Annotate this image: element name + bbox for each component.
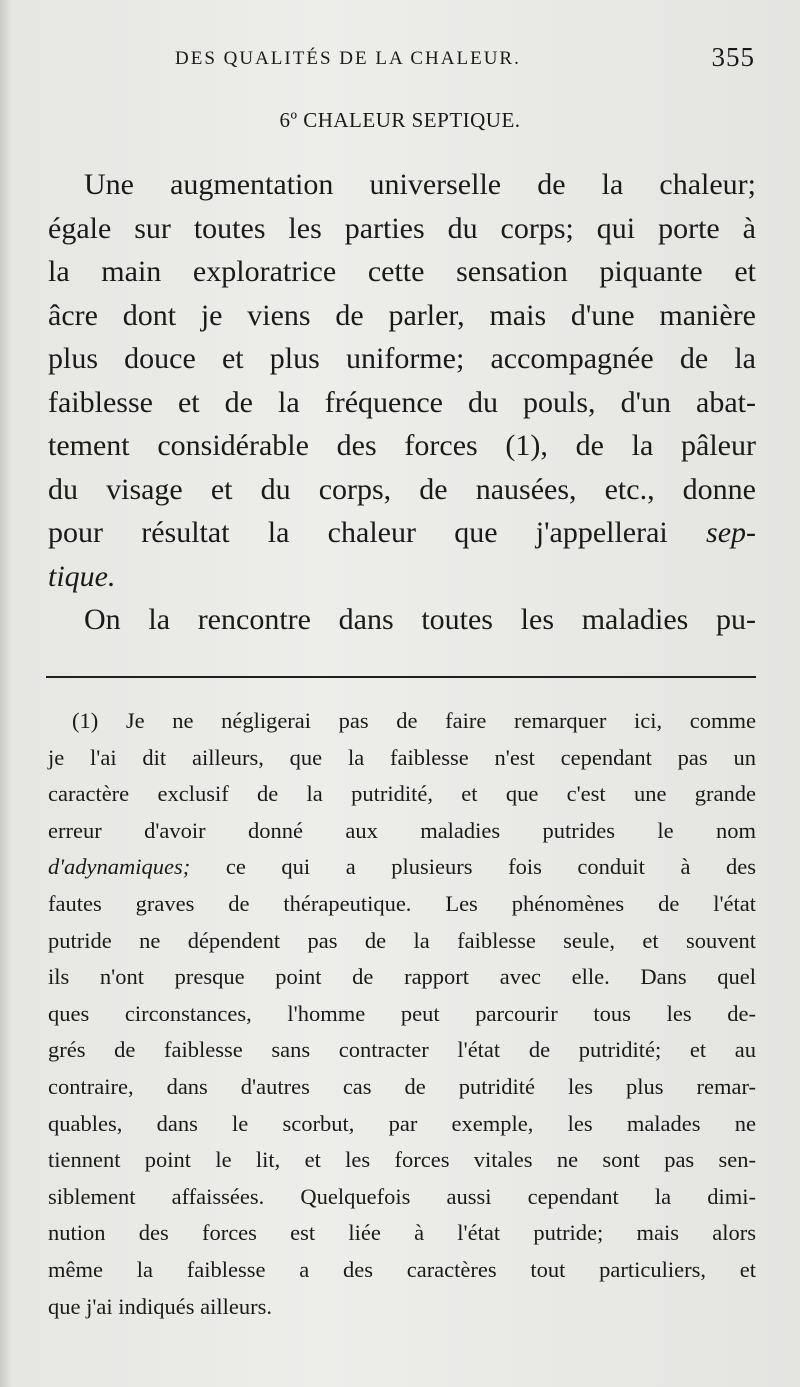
text-line (48, 555, 756, 599)
footnote-line: (1) Je ne négligerai pas de faire remarquer ici, comme (72, 708, 756, 733)
text-line (48, 511, 756, 555)
page-number: 355 (711, 42, 755, 72)
text-segment: ce qui a plusieurs fois conduit à des (190, 854, 756, 880)
footnote-line: quables, dans le scorbut, par exemple, les malades ne (48, 1110, 756, 1136)
text-line: plus douce et plus uniforme; accompagnée de la (48, 342, 756, 375)
section-heading: 6º CHALEUR SEPTIQUE. (279, 108, 521, 132)
running-head-title: DES QUALITÉS DE LA CHALEUR. (175, 48, 521, 69)
footnote (48, 703, 756, 1325)
footnote-line: grés de faiblesse sans contracter l'état de putridité; et au (48, 1037, 756, 1063)
italic-word: d'adynamiques; (48, 854, 191, 880)
footnote-line: nution des forces est liée à l'état putride; mais alors (48, 1220, 756, 1246)
footnote-line: tiennent point le lit, et les forces vitales ne sont pas sen- (48, 1147, 756, 1173)
text-line: On la rencontre dans toutes les maladies pu- (84, 603, 756, 636)
italic-word: sep- (706, 516, 756, 549)
text-line: la main exploratrice cette sensation piquante et (48, 255, 756, 288)
footnote-line: ques circonstances, l'homme peut parcourir tous les de- (48, 1000, 756, 1026)
text-line: égale sur toutes les parties du corps; qui porte à (48, 211, 756, 245)
main-text (48, 163, 756, 642)
text-line: faiblesse et de la fréquence du pouls, d'un abat- (48, 385, 756, 419)
footnote-line: ils n'ont presque point de rapport avec elle. Dans quel (48, 964, 756, 990)
footnote-line: même la faiblesse a des caractères tout particuliers, et (48, 1256, 756, 1282)
footnote-line: putride ne dépendent pas de la faiblesse seule, et souvent (48, 927, 756, 953)
footnote-divider (46, 676, 756, 678)
footnote-line: fautes graves de thérapeutique. Les phénomènes de l'état (48, 890, 756, 916)
text-line: Une augmentation universelle de la chaleur; (84, 168, 756, 201)
footnote-line: erreur d'avoir donné aux maladies putrides le nom (48, 817, 756, 843)
footnote-line (48, 849, 756, 886)
italic-word: tique. (48, 559, 116, 593)
text-line: tement considérable des forces (1), de la pâleur (48, 429, 756, 462)
footnote-line: que j'ai indiqués ailleurs. (48, 1293, 273, 1319)
footnote-line: siblement affaissées. Quelquefois aussi cependant la dimi- (48, 1183, 756, 1209)
text-line: âcre dont je viens de parler, mais d'une manière (48, 298, 756, 332)
text-line: du visage et du corps, de nausées, etc., donne (48, 472, 756, 506)
footnote-line: caractère exclusif de la putridité, et que c'est une grande (48, 781, 756, 807)
footnote-line: je l'ai dit ailleurs, que la faiblesse n'est cependant pas un (48, 744, 756, 770)
footnote-line: contraire, dans d'autres cas de putridité les plus remar- (48, 1073, 756, 1099)
text-segment: pour résultat la chaleur que j'appellerai (48, 516, 707, 549)
